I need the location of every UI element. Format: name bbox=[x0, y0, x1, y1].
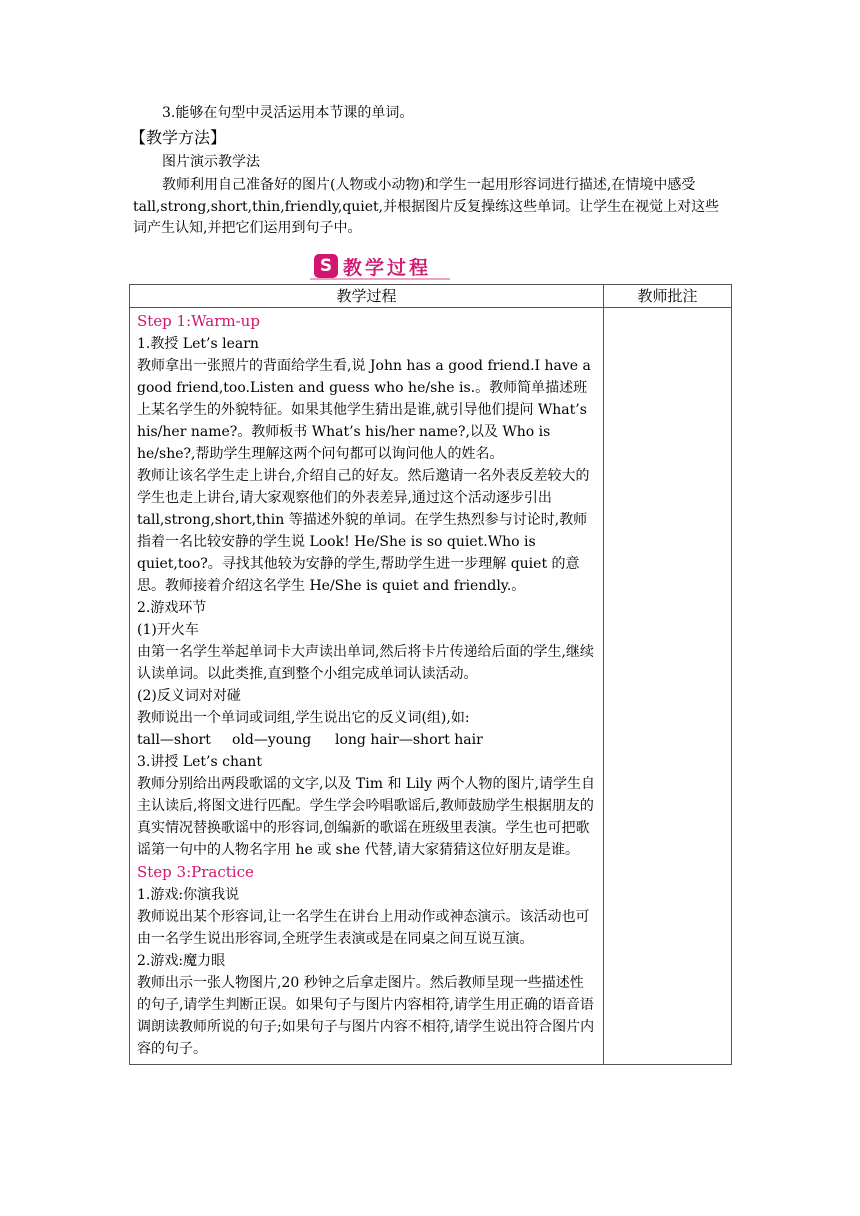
method-heading: 【教学方法】 bbox=[130, 128, 227, 147]
notes-cell bbox=[604, 308, 732, 1065]
table-header-row bbox=[130, 285, 732, 308]
step1-item2: 2.游戏环节 bbox=[137, 600, 207, 616]
step1-item1: 1.教授 Let’s learn bbox=[137, 336, 259, 352]
game-train-desc: 由第一名学生举起单词卡大声读出单词,然后将卡片传递给后面的学生,继续认读单词。以此类推,直到整个小组完成单词认读活动。 bbox=[137, 644, 594, 682]
step3-item1-desc: 教师说出某个形容词,让一名学生在讲台上用动作或神态演示。该活动也可由一名学生说出形容词,全班学生表演或是在同桌之间互说互演。 bbox=[137, 909, 590, 947]
section-banner bbox=[314, 252, 431, 280]
antonym-pair: tall—short bbox=[137, 732, 211, 748]
section-title: 教学过程 bbox=[343, 256, 432, 279]
section-logo-icon: S bbox=[314, 254, 338, 278]
game-train: (1)开火车 bbox=[137, 622, 199, 638]
table-body-row bbox=[130, 308, 732, 1065]
process-cell bbox=[130, 308, 604, 1065]
header-process: 教学过程 bbox=[130, 285, 604, 308]
game-antonym: (2)反义词对对碰 bbox=[137, 688, 241, 704]
header-notes: 教师批注 bbox=[604, 285, 732, 308]
game-antonym-desc: 教师说出一个单词或词组,学生说出它的反义词(组),如: bbox=[137, 710, 470, 726]
method-description: 教师利用自己准备好的图片(人物或小动物)和学生一起用形容词进行描述,在情境中感受 tall,strong,short,thin,friendly,quiet,并根据图片反复操练这些单词。让学生在视觉上对这些词产生认知,并把它们运用到句子中。 bbox=[133, 177, 720, 236]
step3-item1: 1.游戏:你演我说 bbox=[137, 887, 240, 903]
step3-item2: 2.游戏:魔力眼 bbox=[137, 953, 226, 969]
method-name: 图片演示教学法 bbox=[162, 154, 260, 170]
objective-3: 3.能够在句型中灵活运用本节课的单词。 bbox=[162, 105, 414, 121]
chant-desc: 教师分别给出两段歌谣的文字,以及 Tim 和 Lily 两个人物的图片,请学生自主认读后,将图文进行匹配。学生学会吟唱歌谣后,教师鼓励学生根据朋友的真实情况替换歌谣中的形容词,创编新的歌谣在班级里表演。学生也可把歌谣第一句中的人物名字用 he 或 she 代替,请大家猜猜这位好朋友是谁。 bbox=[137, 776, 595, 858]
antonym-pairs bbox=[137, 729, 597, 751]
step1-paragraph1: 教师拿出一张照片的背面给学生看,说 John has a good friend.I have a good friend,too.Listen and guess who he/she is.。教师简单描述班上某名学生的外貌特征。如果其他学生猜出是谁,就引导他们提问 What’s his/her name?。教师板书 What’s his/her name?,以及 Who is he/she?,帮助学生理解这两个问句都可以询问他人的姓名。 bbox=[137, 358, 591, 462]
teaching-process-table bbox=[129, 284, 732, 1065]
step1-title: Step 1:Warm-up bbox=[137, 312, 260, 330]
antonym-pair: long hair—short hair bbox=[335, 732, 483, 748]
antonym-pair: old—young bbox=[232, 732, 312, 748]
step1-paragraph2: 教师让该名学生走上讲台,介绍自己的好友。然后邀请一名外表反差较大的学生也走上讲台,请大家观察他们的外表差异,通过这个活动逐步引出 tall,strong,short,thin 等描述外貌的单词。在学生热烈参与讨论时,教师指着一名比较安静的学生说 Look! He/She is so quiet.Who is quiet,too?。寻找其他较为安静的学生,帮助学生进一步理解 quiet 的意思。教师接着介绍这名学生 He/She is quiet and friendly.。 bbox=[137, 468, 590, 594]
banner-underline bbox=[310, 278, 450, 280]
step3-title: Step 3:Practice bbox=[137, 863, 254, 881]
step1-item3: 3.讲授 Let’s chant bbox=[137, 754, 262, 770]
step3-item2-desc: 教师出示一张人物图片,20 秒钟之后拿走图片。然后教师呈现一些描述性的句子,请学生判断正误。如果句子与图片内容相符,请学生用正确的语音语调朗读教师所说的句子;如果句子与图片内容不相符,请学生说出符合图片内容的句子。 bbox=[137, 975, 595, 1057]
